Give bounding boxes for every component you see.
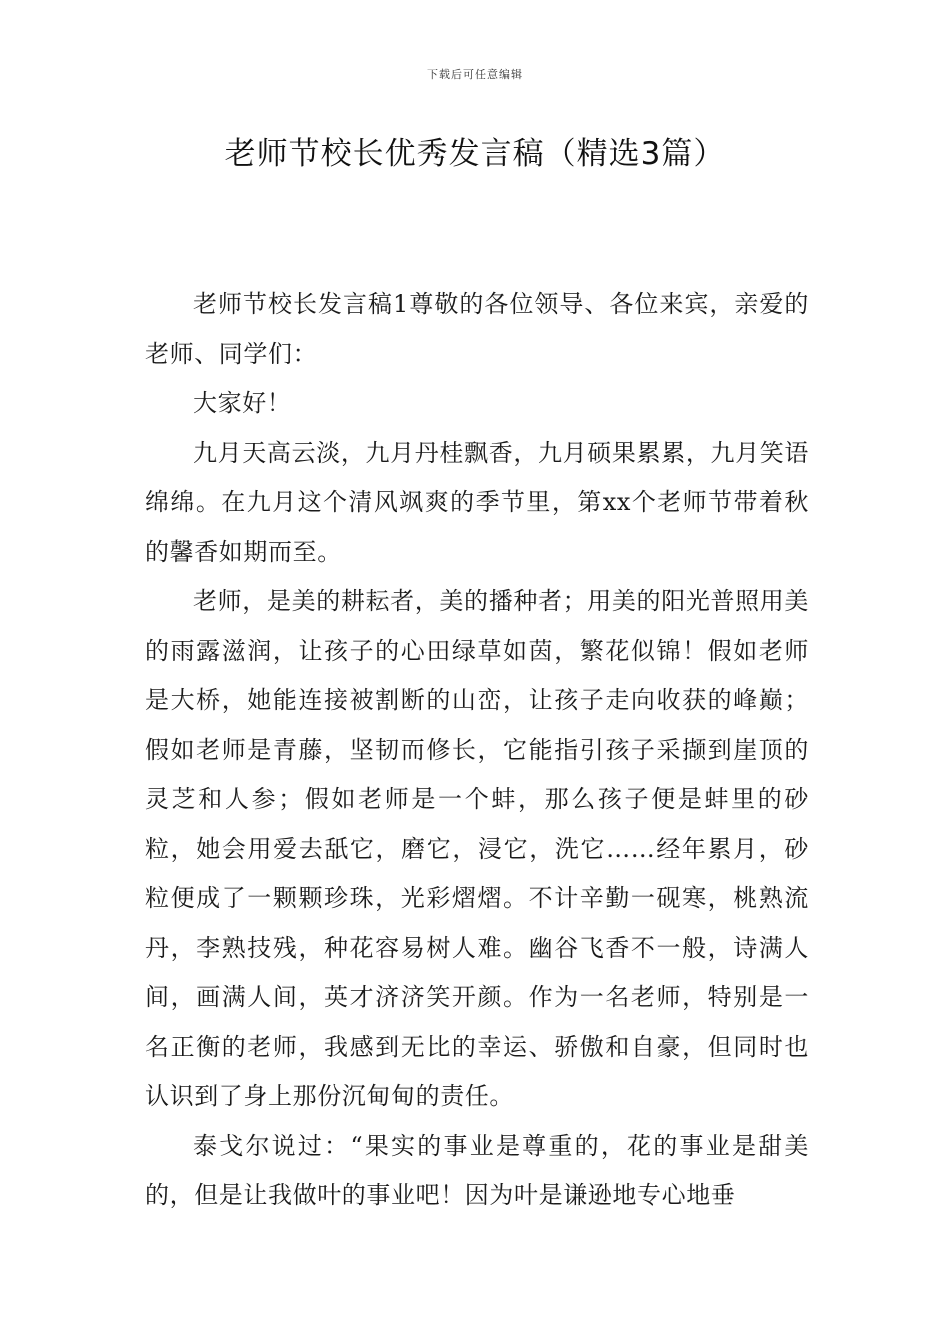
document-body bbox=[145, 280, 809, 1221]
paragraph-hello: 大家好！ bbox=[193, 389, 292, 417]
header-note: 下载后可任意编辑 bbox=[427, 68, 523, 81]
document-title: 老师节校长优秀发言稿（精选3篇） bbox=[224, 136, 726, 172]
paragraph-teacher: 老师，是美的耕耘者，美的播种者；用美的阳光普照用美的雨露滋润，让孩子的心田绿草如茵，繁花似锦！假如老师是大桥，她能连接被割断的山峦，让孩子走向收获的峰巅；假如老师是青藤，坚韧而修长，它能指引孩子采撷到崖顶的灵芝和人参；假如老师是一个蚌，那么孩子便是蚌里的砂粒，她会用爱去舐它，磨它，浸它，洗它……经年累月，砂粒便成了一颗颗珍珠，光彩熠熠。不计辛勤一砚寒，桃熟流丹，李熟技残，种花容易树人难。幽谷飞香不一般，诗满人间，画满人间，英才济济笑开颜。作为一名老师，特别是一名正衡的老师，我感到无比的幸运、骄傲和自豪，但同时也认识到了身上那份沉甸甸的责任。 bbox=[145, 587, 809, 1110]
paragraph-greeting: 老师节校长发言稿1尊敬的各位领导、各位来宾，亲爱的老师、同学们： bbox=[145, 290, 809, 368]
paragraph-tagore: 泰戈尔说过：“果实的事业是尊重的，花的事业是甜美的，但是让我做叶的事业吧！因为叶是谦逊地专心地垂 bbox=[145, 1131, 809, 1209]
paragraph-september: 九月天高云淡，九月丹桂飘香，九月硕果累累，九月笑语绵绵。在九月这个清风飒爽的季节里，第xx个老师节带着秋的馨香如期而至。 bbox=[145, 438, 809, 566]
